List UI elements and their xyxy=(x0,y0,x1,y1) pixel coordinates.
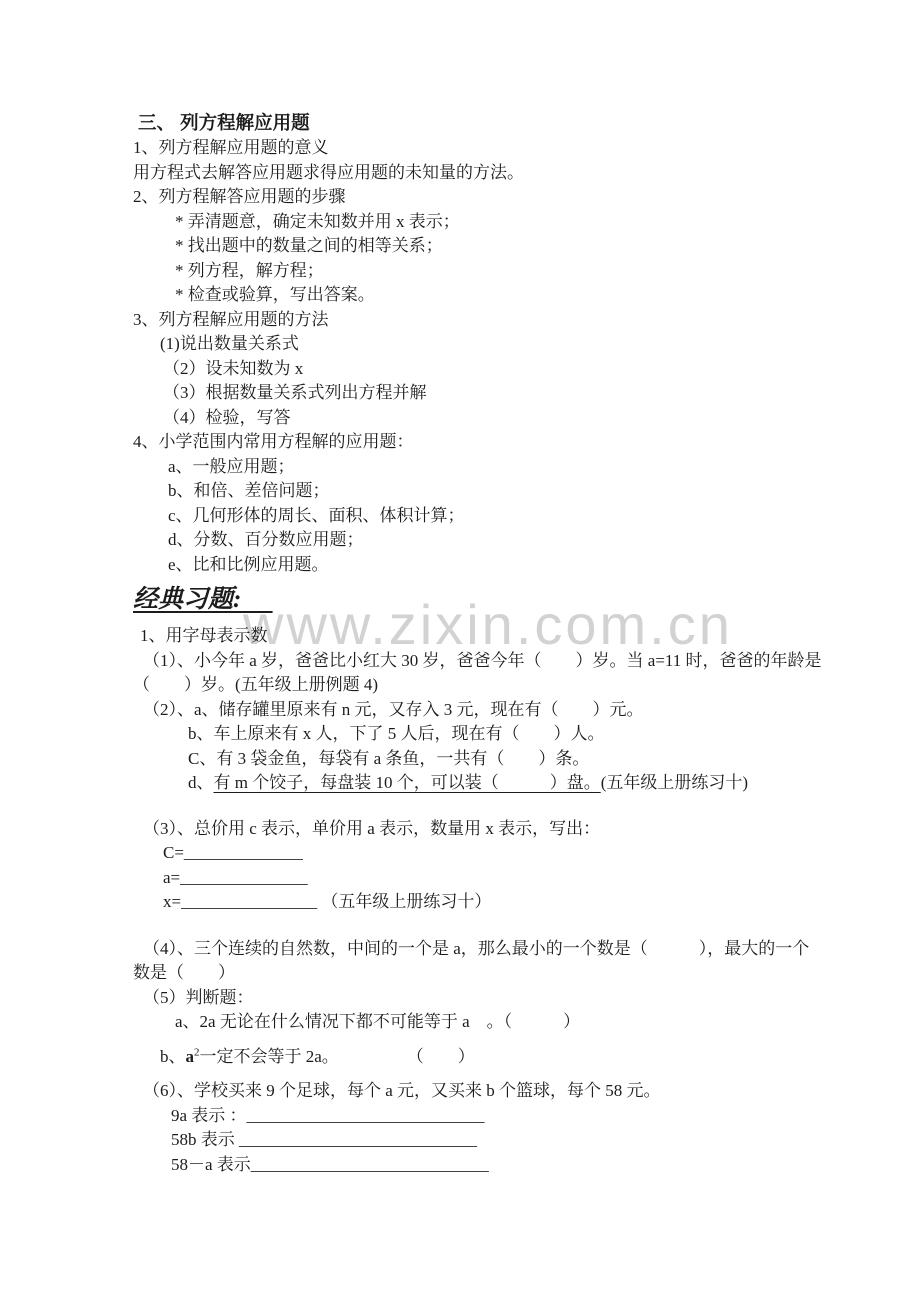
doc-line xyxy=(140,624,890,649)
doc-line xyxy=(160,332,890,357)
doc-line xyxy=(175,259,890,284)
text-run: b、 xyxy=(160,1046,186,1066)
doc-line xyxy=(133,161,890,186)
doc-line xyxy=(133,136,890,161)
doc-line xyxy=(143,649,890,674)
text-run: （2）设未知数为 x xyxy=(163,358,304,378)
text-run: 数是（ ） xyxy=(133,963,235,982)
text-run: b、车上原来有 x 人，下了 5 人后，现在有（ ）人。 xyxy=(188,724,605,743)
doc-line xyxy=(188,771,890,796)
doc-line xyxy=(175,283,890,308)
text-run: e、比和比例应用题。 xyxy=(168,554,329,574)
text-run: 4、小学范围内常用方程解的应用题： xyxy=(133,432,414,451)
text-run: 9a 表示 ：____________________________ xyxy=(171,1105,485,1125)
text-run: 2 xyxy=(194,1045,200,1058)
text-run: x=________________ （五年级上册练习十） xyxy=(163,892,492,911)
text-run: b、和倍、差倍问题； xyxy=(168,481,330,500)
text-run: 一定不会等于 2a。 （ ） xyxy=(199,1046,475,1066)
text-run: c、几何形体的周长、面积、体积计算； xyxy=(168,505,465,525)
text-run: 用方程式去解答应用题求得应用题的未知量的方法。 xyxy=(133,162,524,182)
doc-line xyxy=(163,890,890,915)
text-run: (五年级上册练习十) xyxy=(600,773,749,792)
text-run: （2）、a、储存罐里原来有 n 元，又存入 3 元，现在有（ ）元。 xyxy=(143,699,644,719)
text-run: a=_______________ xyxy=(163,867,308,887)
doc-line xyxy=(188,747,890,772)
doc-line xyxy=(175,1010,890,1035)
doc-line xyxy=(168,553,890,578)
text-run: （ ）岁。(五年级上册例题 4) xyxy=(133,675,379,694)
doc-line xyxy=(143,698,890,723)
text-run: a、2a 无论在什么情况下都不可能等于 a 。（ ） xyxy=(175,1012,581,1031)
doc-line xyxy=(163,357,890,382)
text-run: a xyxy=(185,1046,194,1066)
text-run: 有 m 个饺子，每盘装 10 个，可以装（ ）盘。 xyxy=(213,773,601,792)
text-run: （3）根据数量关系式列出方程并解 xyxy=(163,383,427,402)
text-run: 经典习题: xyxy=(133,586,273,613)
text-run: * 弄清题意，确定未知数并用 x 表示； xyxy=(175,211,460,231)
text-run: （3）、总价用 c 表示，单价用 a 表示，数量用 x 表示，写出： xyxy=(143,818,601,838)
doc-line xyxy=(168,528,890,553)
doc-line xyxy=(163,381,890,406)
text-run: * 检查或验算，写出答案。 xyxy=(175,285,375,304)
doc-line xyxy=(168,479,890,504)
doc-line xyxy=(171,1153,890,1178)
text-run: 1、用字母表示数 xyxy=(140,626,268,645)
text-run: * 找出题中的数量之间的相等关系； xyxy=(175,236,443,255)
doc-line xyxy=(133,308,890,333)
doc-line xyxy=(168,504,890,529)
doc-line xyxy=(133,185,890,210)
text-run: （6）、学校买来 9 个足球，每个 a 元，又买来 b 个篮球，每个 58 元。 xyxy=(143,1081,661,1100)
doc-line xyxy=(175,210,890,235)
section-heading xyxy=(133,583,890,616)
doc-line xyxy=(163,841,890,866)
watermark: www.zixin.com.cn xyxy=(243,593,733,656)
doc-line xyxy=(171,1104,890,1129)
text-run: C=______________ xyxy=(163,843,303,862)
doc-line xyxy=(143,817,890,842)
text-run: （4）、三个连续的自然数，中间的一个是 a，那么最小的一个数是（ ），最大的一个 xyxy=(143,938,810,958)
text-run: C、有 3 袋金鱼，每袋有 a 条鱼，一共有（ ）条。 xyxy=(188,748,590,768)
text-run: d、分数、百分数应用题； xyxy=(168,530,364,549)
text-run: （1）、小今年 a 岁，爸爸比小红大 30 岁，爸爸今年（ ）岁。当 a=11 时，爸爸的年龄是 xyxy=(143,650,822,670)
doc-line xyxy=(175,234,890,259)
text-run: 2、列方程解答应用题的步骤 xyxy=(133,187,346,206)
doc-line xyxy=(168,455,890,480)
text-run: a、一般应用题； xyxy=(168,456,295,476)
doc-line xyxy=(188,722,890,747)
text-run: 1、列方程解应用题的意义 xyxy=(133,138,329,157)
doc-line xyxy=(163,866,890,891)
text-run: * 列方程，解方程； xyxy=(175,260,324,280)
doc-line xyxy=(143,1079,890,1104)
doc-line xyxy=(171,1128,890,1153)
text-run: （4）检验，写答 xyxy=(163,407,291,427)
doc-line xyxy=(143,937,890,962)
doc-line xyxy=(133,961,890,986)
text-run: 58b 表示 ____________________________ xyxy=(171,1130,477,1149)
text-run: （5）判断题： xyxy=(143,987,254,1007)
text-run: 3、列方程解应用题的方法 xyxy=(133,309,329,329)
doc-line xyxy=(133,430,890,455)
text-run: 58－a 表示____________________________ xyxy=(171,1154,489,1174)
doc-line xyxy=(163,406,890,431)
doc-line xyxy=(160,1045,890,1070)
text-run: d、 xyxy=(188,773,214,792)
doc-line xyxy=(133,673,890,698)
doc-title xyxy=(138,110,890,136)
doc-line xyxy=(143,986,890,1011)
text-run: (1)说出数量关系式 xyxy=(160,334,299,353)
text-run: 三、 列方程解应用题 xyxy=(138,112,310,133)
